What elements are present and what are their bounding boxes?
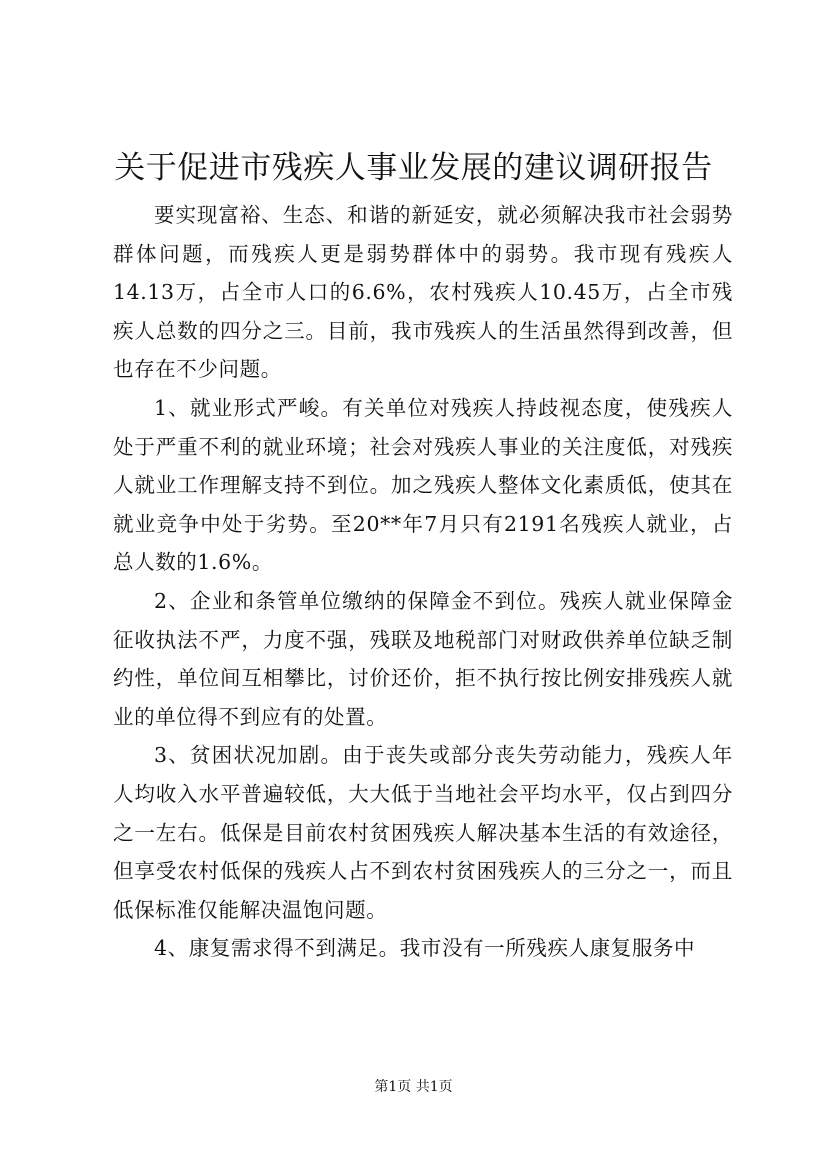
paragraph-employment: 1、就业形式严峻。有关单位对残疾人持歧视态度，使残疾人处于严重不利的就业环境；社会对残疾人事业的关注度低，对残疾人就业工作理解支持不到位。加之残疾人整体文化素质低，使其在就业竞争中处于劣势。至20**年7月只有2191名残疾人就业，占总人数的1.6%。 bbox=[113, 395, 733, 575]
paragraph-rehabilitation: 4、康复需求得不到满足。我市没有一所残疾人康复服务中 bbox=[154, 936, 696, 961]
document-body bbox=[113, 196, 733, 968]
paragraph-security-fund: 2、企业和条管单位缴纳的保障金不到位。残疾人就业保障金征收执法不严，力度不强，残联及地税部门对财政供养单位缺乏制约性，单位间互相攀比，讨价还价，拒不执行按比例安排残疾人就业的单位得不到应有的处置。 bbox=[113, 588, 733, 729]
page-footer: 第1页 共1页 bbox=[374, 1079, 453, 1095]
paragraph-intro: 要实现富裕、生态、和谐的新延安，就必须解决我市社会弱势群体问题，而残疾人更是弱势群体中的弱势。我市现有残疾人14.13万，占全市人口的6.6%，农村残疾人10.45万，占全市残疾人总数的四分之三。目前，我市残疾人的生活虽然得到改善，但也存在不少问题。 bbox=[113, 203, 733, 382]
page-title: 关于促进市残疾人事业发展的建议调研报告 bbox=[114, 150, 713, 186]
paragraph-poverty: 3、贫困状况加剧。由于丧失或部分丧失劳动能力，残疾人年人均收入水平普遍较低，大大低于当地社会平均水平，仅占到四分之一左右。低保是目前农村贫困残疾人解决基本生活的有效途径，但享受农村低保的残疾人占不到农村贫困残疾人的三分之一，而且低保标准仅能解决温饱问题。 bbox=[113, 743, 733, 922]
